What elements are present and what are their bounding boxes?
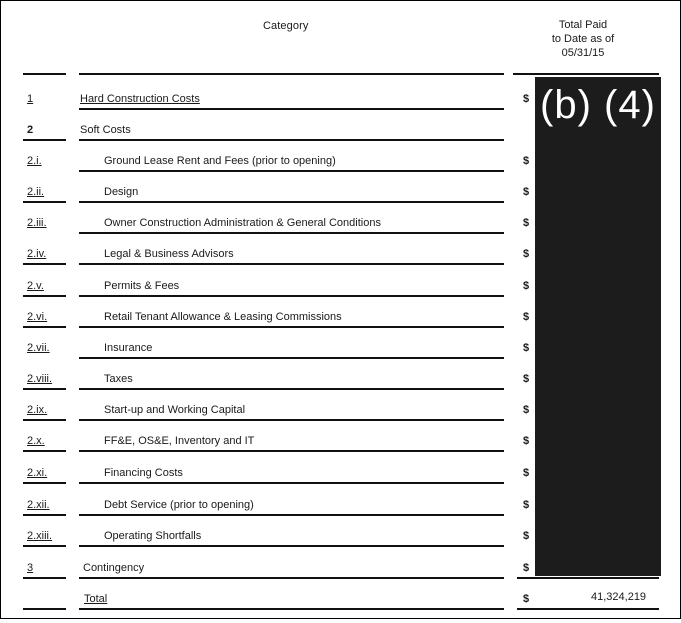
row-number: 2.xiii. xyxy=(27,530,53,542)
row-rule xyxy=(23,514,66,516)
row-label: Soft Costs xyxy=(80,124,131,136)
row-rule xyxy=(23,326,66,328)
row-rule xyxy=(79,232,504,234)
row-label: Hard Construction Costs xyxy=(80,93,200,105)
row-rule xyxy=(23,263,66,265)
currency-symbol: $ xyxy=(523,435,530,447)
currency-symbol: $ xyxy=(523,155,530,167)
row-number: 3 xyxy=(27,562,34,574)
row-rule xyxy=(23,201,66,203)
currency-symbol: $ xyxy=(523,499,530,511)
column-header-total-paid xyxy=(535,18,631,60)
row-rule xyxy=(79,545,504,547)
row-rule xyxy=(23,450,66,452)
currency-symbol: $ xyxy=(523,530,530,542)
row-number: 2.v. xyxy=(27,280,44,292)
row-rule xyxy=(517,608,659,610)
row-label: Start-up and Working Capital xyxy=(104,404,246,416)
row-rule xyxy=(79,482,504,484)
row-rule xyxy=(79,263,504,265)
row-rule xyxy=(79,577,504,579)
currency-symbol: $ xyxy=(523,342,530,354)
row-rule xyxy=(79,357,504,359)
row-number: 2.ix. xyxy=(27,404,48,416)
row-rule xyxy=(23,577,66,579)
row-label: Owner Construction Administration & General Conditions xyxy=(104,217,381,229)
row-number: 1 xyxy=(27,93,34,105)
row-number: 2.vii. xyxy=(27,342,50,354)
row-label: Financing Costs xyxy=(104,467,183,479)
header-rule-mid xyxy=(79,73,504,75)
column-header-category: Category xyxy=(263,20,309,32)
row-label: Ground Lease Rent and Fees (prior to opening) xyxy=(104,155,336,167)
header-rule-right xyxy=(513,73,659,75)
row-number: 2.viii. xyxy=(27,373,53,385)
currency-symbol: $ xyxy=(523,404,530,416)
row-rule xyxy=(79,450,504,452)
currency-symbol: $ xyxy=(523,311,530,323)
redaction-code: (b) (4) xyxy=(540,83,656,127)
row-label: Operating Shortfalls xyxy=(104,530,202,542)
row-number: 2.xii. xyxy=(27,499,50,511)
total-paid-line3: 05/31/15 xyxy=(561,47,605,59)
row-label: Permits & Fees xyxy=(104,280,180,292)
currency-symbol: $ xyxy=(523,248,530,260)
row-label: FF&E, OS&E, Inventory and IT xyxy=(104,435,255,447)
row-rule xyxy=(79,326,504,328)
row-number: 2.xi. xyxy=(27,467,48,479)
row-rule xyxy=(517,577,659,579)
currency-symbol: $ xyxy=(523,186,530,198)
row-number: 2 xyxy=(27,124,34,136)
row-rule xyxy=(79,388,504,390)
row-number: 2.ii. xyxy=(27,186,45,198)
row-number: 2.i. xyxy=(27,155,42,167)
row-number: 2.x. xyxy=(27,435,45,447)
row-rule xyxy=(79,201,504,203)
row-label: Contingency xyxy=(83,562,145,574)
currency-symbol: $ xyxy=(523,373,530,385)
row-label: Design xyxy=(104,186,139,198)
row-rule xyxy=(23,388,66,390)
row-rule xyxy=(23,419,66,421)
row-label: Taxes xyxy=(104,373,133,385)
total-paid-line1: Total Paid xyxy=(558,19,608,31)
row-rule xyxy=(23,545,66,547)
row-rule xyxy=(79,170,504,172)
row-label: Debt Service (prior to opening) xyxy=(104,499,254,511)
row-rule xyxy=(23,608,66,610)
header-rule-left xyxy=(23,73,66,75)
row-rule xyxy=(79,295,504,297)
row-label: Insurance xyxy=(104,342,153,354)
row-rule xyxy=(79,108,504,110)
row-rule xyxy=(23,482,66,484)
total-label: Total xyxy=(84,593,108,605)
redaction-box xyxy=(535,77,661,576)
currency-symbol: $ xyxy=(523,93,530,105)
currency-symbol: $ xyxy=(523,593,530,605)
row-rule xyxy=(79,514,504,516)
row-number: 2.vi. xyxy=(27,311,48,323)
total-paid-line2: to Date as of xyxy=(551,33,615,45)
row-rule xyxy=(79,419,504,421)
currency-symbol: $ xyxy=(523,280,530,292)
currency-symbol: $ xyxy=(523,467,530,479)
row-number: 2.iv. xyxy=(27,248,47,260)
row-rule xyxy=(23,295,66,297)
currency-symbol: $ xyxy=(523,217,530,229)
total-value: 41,324,219 xyxy=(591,591,647,603)
row-rule xyxy=(79,139,504,141)
row-rule xyxy=(79,608,504,610)
row-rule xyxy=(23,139,66,141)
row-number: 2.iii. xyxy=(27,217,47,229)
row-label: Legal & Business Advisors xyxy=(104,248,234,260)
currency-symbol: $ xyxy=(523,562,530,574)
row-label: Retail Tenant Allowance & Leasing Commissions xyxy=(104,311,342,323)
